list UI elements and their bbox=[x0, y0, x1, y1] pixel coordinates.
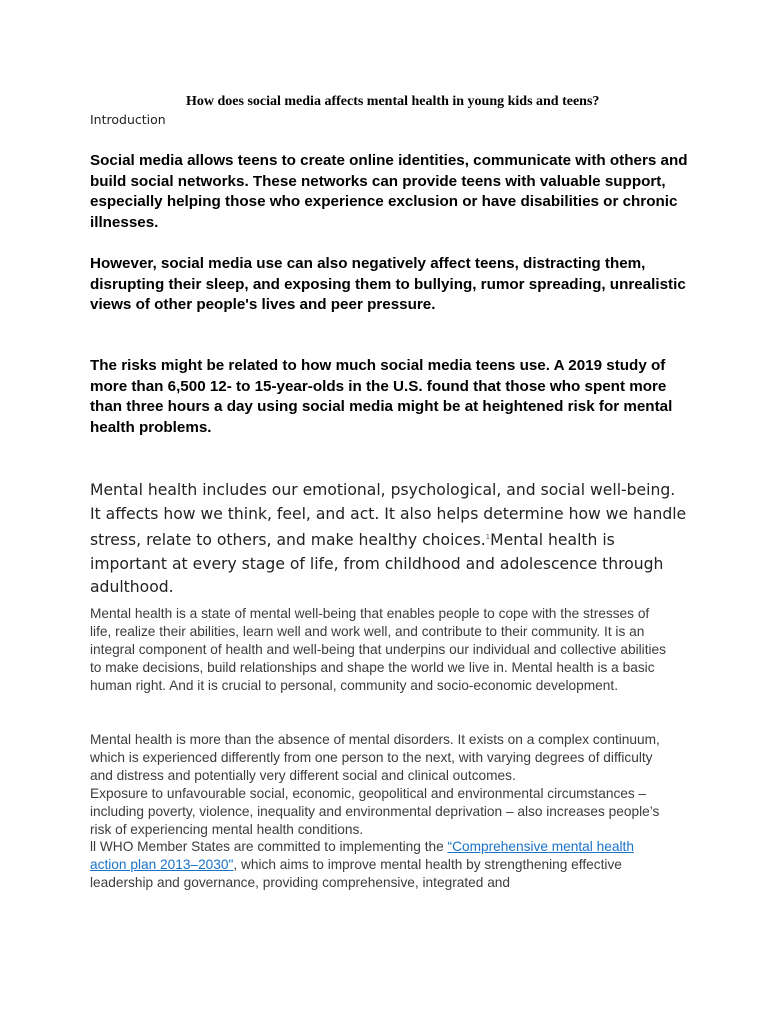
section-heading-introduction: Introduction bbox=[90, 112, 166, 127]
who-paragraph-2-line-b: Exposure to unfavourable social, economic, geopolitical and environmental circumstances – including poverty, violence, inequality and environmental deprivation – also increases people’s risk of experiencing mental health conditions. bbox=[90, 785, 660, 837]
footnote-marker: 1 bbox=[485, 533, 491, 541]
document-title: How does social media affects mental health in young kids and teens? bbox=[186, 94, 600, 109]
bold-paragraph-2: However, social media use can also negatively affect teens, distracting them, disrupting their sleep, and exposing them to bullying, rumor spreading, unrealistic views of other people's lives and peer pressure. bbox=[90, 255, 686, 314]
line-c-prefix: ll WHO Member States are committed to implementing the bbox=[90, 839, 448, 855]
definition-text-part-1: Mental health includes our emotional, psychological, and social well-being. It affects how we think, feel, and act. It also helps determine how we handle stress, relate to others, and make healthy choices. bbox=[90, 481, 687, 550]
bold-paragraph-1: Social media allows teens to create online identities, communicate with others and build social networks. These networks can provide teens with valuable support, especially helping those who experience exclusion or have disabilities or chronic illnesses. bbox=[90, 152, 688, 232]
mental-health-definition-paragraph bbox=[90, 479, 690, 600]
definition-text-part-2: Mental health is important at every stage of life, from childhood and adolescence through adulthood. bbox=[90, 531, 664, 597]
who-paragraph-1: Mental health is a state of mental well-being that enables people to cope with the stresses of life, realize their abilities, learn well and work well, and contribute to their community. It is an integral component of health and well-being that underpins our individual and collective abilities to make decisions, build relationships and shape the world we live in. Mental health is a basic human right. And it is crucial to personal, community and socio-economic development. bbox=[90, 606, 666, 693]
who-paragraph-2 bbox=[90, 731, 670, 892]
action-plan-link[interactable]: “Comprehensive mental health action plan 2013–2030" bbox=[90, 839, 634, 873]
bold-paragraph-3: The risks might be related to how much social media teens use. A 2019 study of more than 6,500 12- to 15-year-olds in the U.S. found that those who spent more than three hours a day using social media might be at heightened risk for mental health problems. bbox=[90, 357, 673, 437]
line-c-suffix: , which aims to improve mental health by strengthening effective leadership and governance, providing comprehensive, integrated and bbox=[90, 857, 622, 891]
who-paragraph-2-line-c bbox=[90, 838, 670, 892]
who-paragraph-2-line-a: Mental health is more than the absence of mental disorders. It exists on a complex continuum, which is experienced differently from one person to the next, with varying degrees of difficulty and distress and potentially very different social and clinical outcomes. bbox=[90, 732, 660, 783]
